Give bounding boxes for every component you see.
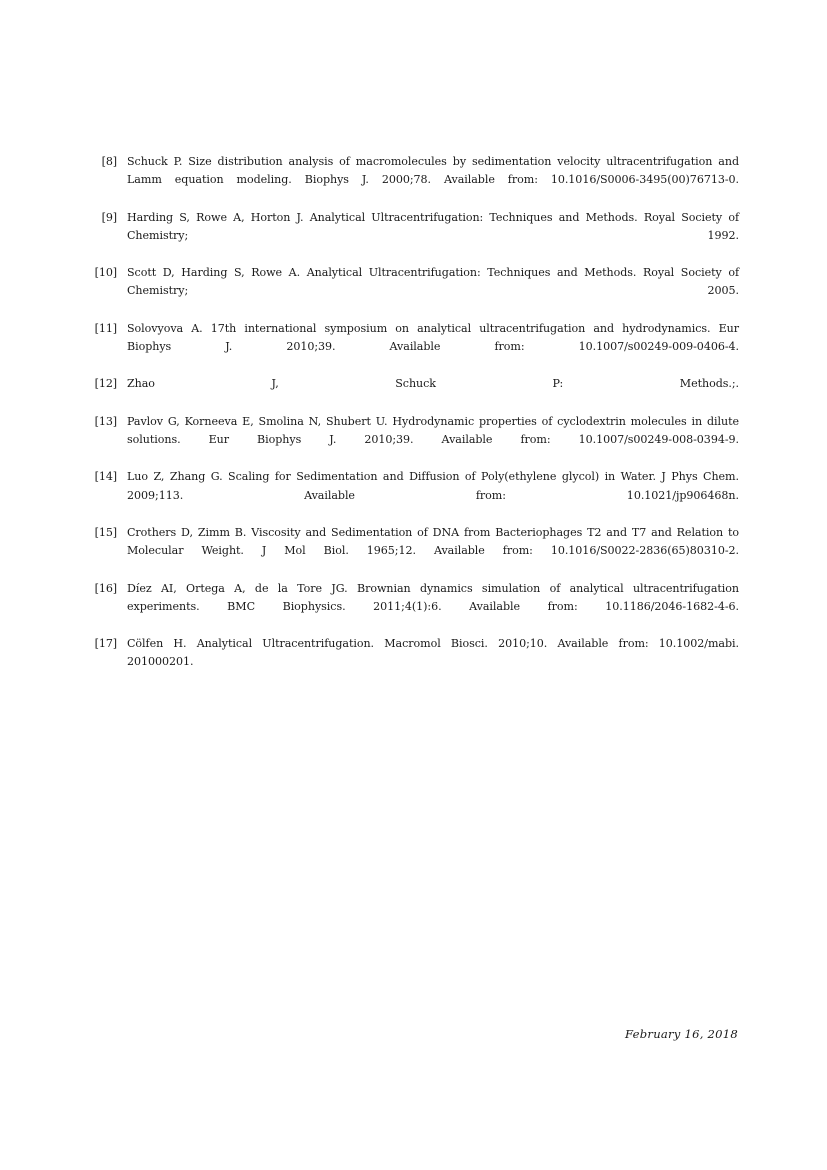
reference-text: Pavlov G, Korneeva E, Smolina N, Shubert U. Hydrodynamic properties of cyclodextrin molecules in dilute solutions. Eur Biophys J. 2010;39. Available from: 10.1007/s00249-008-0394-9. — [127, 414, 739, 447]
bibliography-entry — [89, 635, 739, 690]
reference-text: Luo Z, Zhang G. Scaling for Sedimentation and Diffusion of Poly(ethylene glycol) in Water. J Phys Chem. 2009;113. Available from: 10.1021/jp906468n. — [127, 470, 739, 502]
reference-label: [8] — [101, 155, 117, 168]
footer-date: February 16, 2018 — [625, 1027, 738, 1041]
bibliography-entry — [89, 320, 739, 375]
bibliography-entry — [89, 413, 739, 468]
reference-text: Solovyova A. 17th international symposium on analytical ultracentrifugation and hydrodynamics. Eur Biophys J. 2010;39. Available from: 10.1007/s00249-009-0406-4. — [127, 321, 739, 354]
reference-text: Díez AI, Ortega A, de la Tore JG. Brownian dynamics simulation of analytical ultracentrifugation experiments. BMC Biophysics. 2011;4(1):6. Available from: 10.1186/2046-1682-4-6. — [127, 581, 739, 613]
bibliography-entry — [89, 468, 739, 523]
reference-label: [11] — [94, 321, 117, 335]
reference-text: Harding S, Rowe A, Horton J. Analytical Ultracentrifugation: Techniques and Methods. Royal Society of Chemistry; 1992. — [127, 210, 739, 242]
reference-text: Crothers D, Zimm B. Viscosity and Sedimentation of DNA from Bacteriophages T2 and T7 and Relation to Molecular Weight. J Mol Biol. 1965;12. Available from: 10.1016/S0022-2836(65)80310-2. — [127, 526, 739, 558]
reference-label: [9] — [101, 210, 117, 224]
bibliography-entry — [89, 580, 739, 635]
bibliography-entry — [89, 264, 739, 319]
bibliography-entry — [89, 209, 739, 264]
reference-text: Scott D, Harding S, Rowe A. Analytical Ultracentrifugation: Techniques and Methods. Royal Society of Chemistry; 2005. — [127, 266, 739, 298]
bibliography-entry — [89, 524, 739, 579]
reference-label: [13] — [94, 414, 117, 428]
reference-text: Zhao J, Schuck P: Methods.;. — [127, 377, 739, 391]
reference-label: [12] — [94, 377, 117, 391]
reference-text: Cölfen H. Analytical Ultracentrifugation. Macromol Biosci. 2010;10. Available from: 10.1002/mabi. 201000201. — [127, 637, 739, 669]
reference-label: [15] — [94, 526, 117, 540]
bibliography-list — [89, 153, 739, 691]
reference-label: [17] — [94, 637, 117, 651]
reference-label: [14] — [94, 470, 117, 484]
bibliography-entry — [89, 153, 739, 208]
reference-label: [10] — [94, 266, 117, 280]
reference-label: [16] — [94, 581, 117, 595]
reference-text: Schuck P. Size distribution analysis of macromolecules by sedimentation velocity ultracentrifugation and Lamm equation modeling. Biophys J. 2000;78. Available from: 10.1016/S0006-3495(00)76713-0. — [127, 155, 739, 187]
bibliography-entry — [89, 375, 739, 411]
